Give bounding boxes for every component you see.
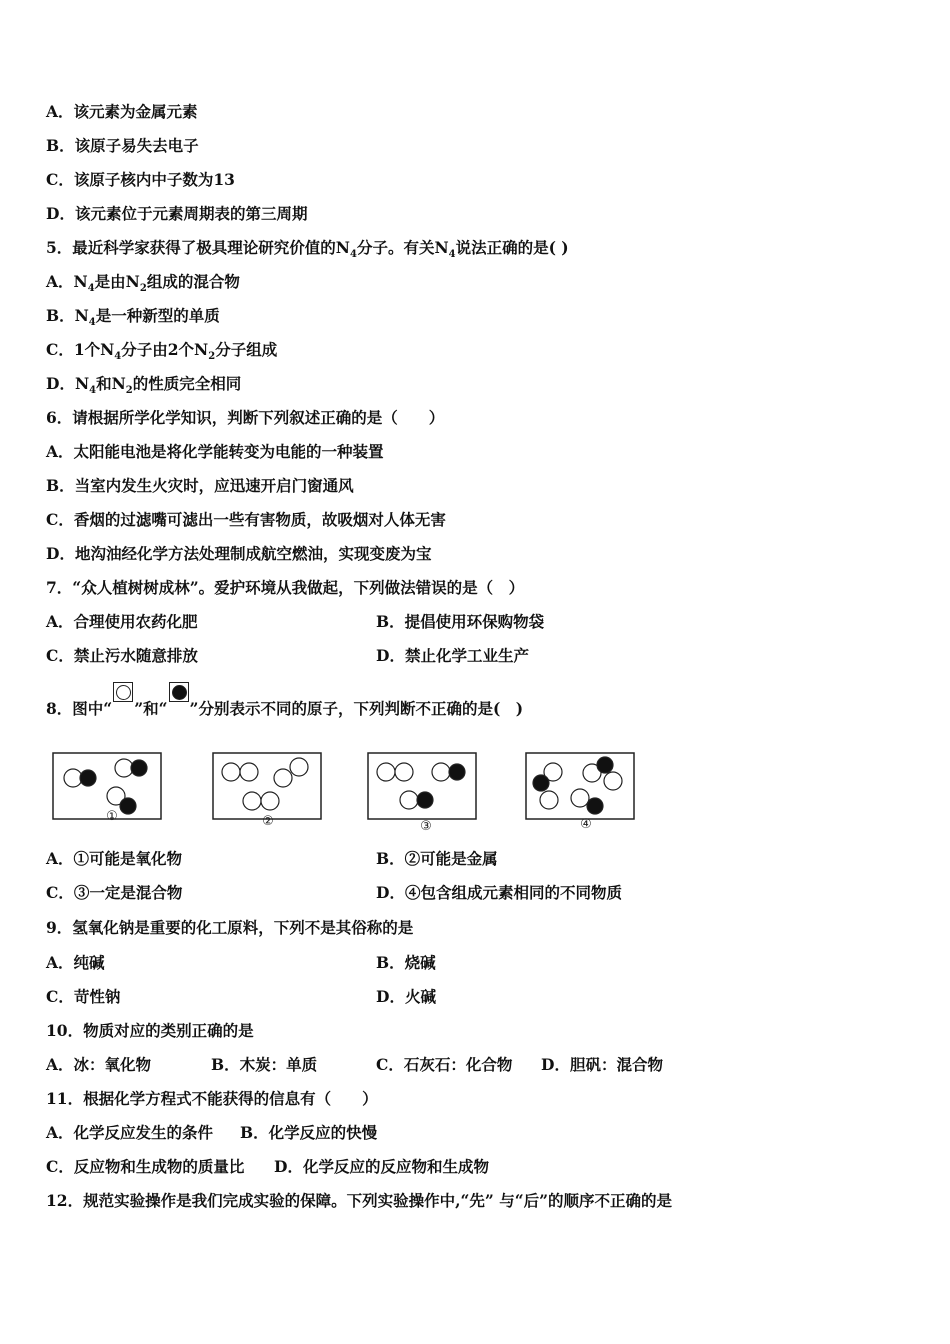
q4-option-d: D．该元素位于元素周期表的第三周期	[46, 204, 308, 223]
q8-stem: 8．图中“ ”和“ ”分别表示不同的原子，下列判断不正确的是( )	[46, 694, 523, 719]
q8-option-b: B．②可能是金属	[376, 849, 498, 868]
molecule-diagrams	[0, 740, 950, 840]
white-atom-icon	[113, 682, 133, 702]
q7-option-d: D．禁止化学工业生产	[376, 646, 529, 665]
q6-option-a: A．太阳能电池是将化学能转变为电能的一种装置	[46, 442, 384, 461]
q10-option-c: C．石灰石：化合物	[376, 1055, 513, 1074]
q11-stem: 11．根据化学方程式不能获得的信息有（ ）	[46, 1089, 378, 1108]
q8-option-a: A．①可能是氧化物	[46, 849, 183, 868]
q5-option-b: B．$N_4$是一种新型的单质	[46, 306, 220, 328]
q11-option-a: A．化学反应发生的条件	[46, 1123, 214, 1142]
q10-stem: 10．物质对应的类别正确的是	[46, 1021, 254, 1040]
q7-option-a: A．合理使用农药化肥	[46, 612, 198, 631]
diagram-label-4: ④	[580, 817, 592, 832]
q4-option-b: B．该原子易失去电子	[46, 136, 199, 155]
diagram-label-2: ②	[262, 814, 274, 829]
q7-option-b: B．提倡使用环保购物袋	[376, 612, 545, 631]
q6-option-c: C．香烟的过滤嘴可滤出一些有害物质，故吸烟对人体无害	[46, 510, 446, 529]
q7-stem: 7．“众人植树树成林”。爱护环境从我做起，下列做法错误的是（ ）	[46, 578, 525, 597]
q9-option-c: C．苛性钠	[46, 987, 121, 1006]
q11-option-c: C．反应物和生成物的质量比	[46, 1157, 245, 1176]
q5-stem: 5．最近科学家获得了极具理论研究价值的$N_4$分子。有关$N_4$说法正确的是( )	[46, 238, 569, 260]
q6-stem: 6．请根据所学化学知识，判断下列叙述正确的是（ ）	[46, 408, 445, 427]
q4-option-a: A．该元素为金属元素	[46, 102, 198, 121]
q4-option-c: C．该原子核内中子数为13	[46, 170, 235, 189]
q11-option-b: B．化学反应的快慢	[240, 1123, 378, 1142]
q10-option-b: B．木炭：单质	[211, 1055, 318, 1074]
q6-option-d: D．地沟油经化学方法处理制成航空燃油，实现变废为宝	[46, 544, 432, 563]
q8-option-c: C．③一定是混合物	[46, 883, 183, 902]
q9-option-a: A．纯碱	[46, 953, 105, 972]
black-atom-icon	[169, 682, 189, 702]
diagram-label-3: ③	[420, 819, 432, 834]
q5-option-c: C．1个$N_4$分子由2个$N_2$分子组成	[46, 340, 278, 362]
diagram-label-1: ①	[106, 809, 118, 824]
q6-option-b: B．当室内发生火灾时，应迅速开启门窗通风	[46, 476, 354, 495]
q11-option-d: D．化学反应的反应物和生成物	[274, 1157, 489, 1176]
q10-option-d: D．胆矾：混合物	[541, 1055, 663, 1074]
q8-option-d: D．④包含组成元素相同的不同物质	[376, 883, 622, 902]
q9-stem: 9．氢氧化钠是重要的化工原料，下列不是其俗称的是	[46, 918, 414, 937]
q5-option-d: D．$N_4$和$N_2$的性质完全相同	[46, 374, 242, 396]
q9-option-b: B．烧碱	[376, 953, 436, 972]
q5-option-a: A．$N_4$是由$N_2$组成的混合物	[46, 272, 240, 294]
q10-option-a: A．冰：氧化物	[46, 1055, 152, 1074]
q12-stem: 12．规范实验操作是我们完成实验的保障。下列实验操作中,“先” 与“后”的顺序不正确的是	[46, 1191, 673, 1210]
q9-option-d: D．火碱	[376, 987, 436, 1006]
q7-option-c: C．禁止污水随意排放	[46, 646, 198, 665]
